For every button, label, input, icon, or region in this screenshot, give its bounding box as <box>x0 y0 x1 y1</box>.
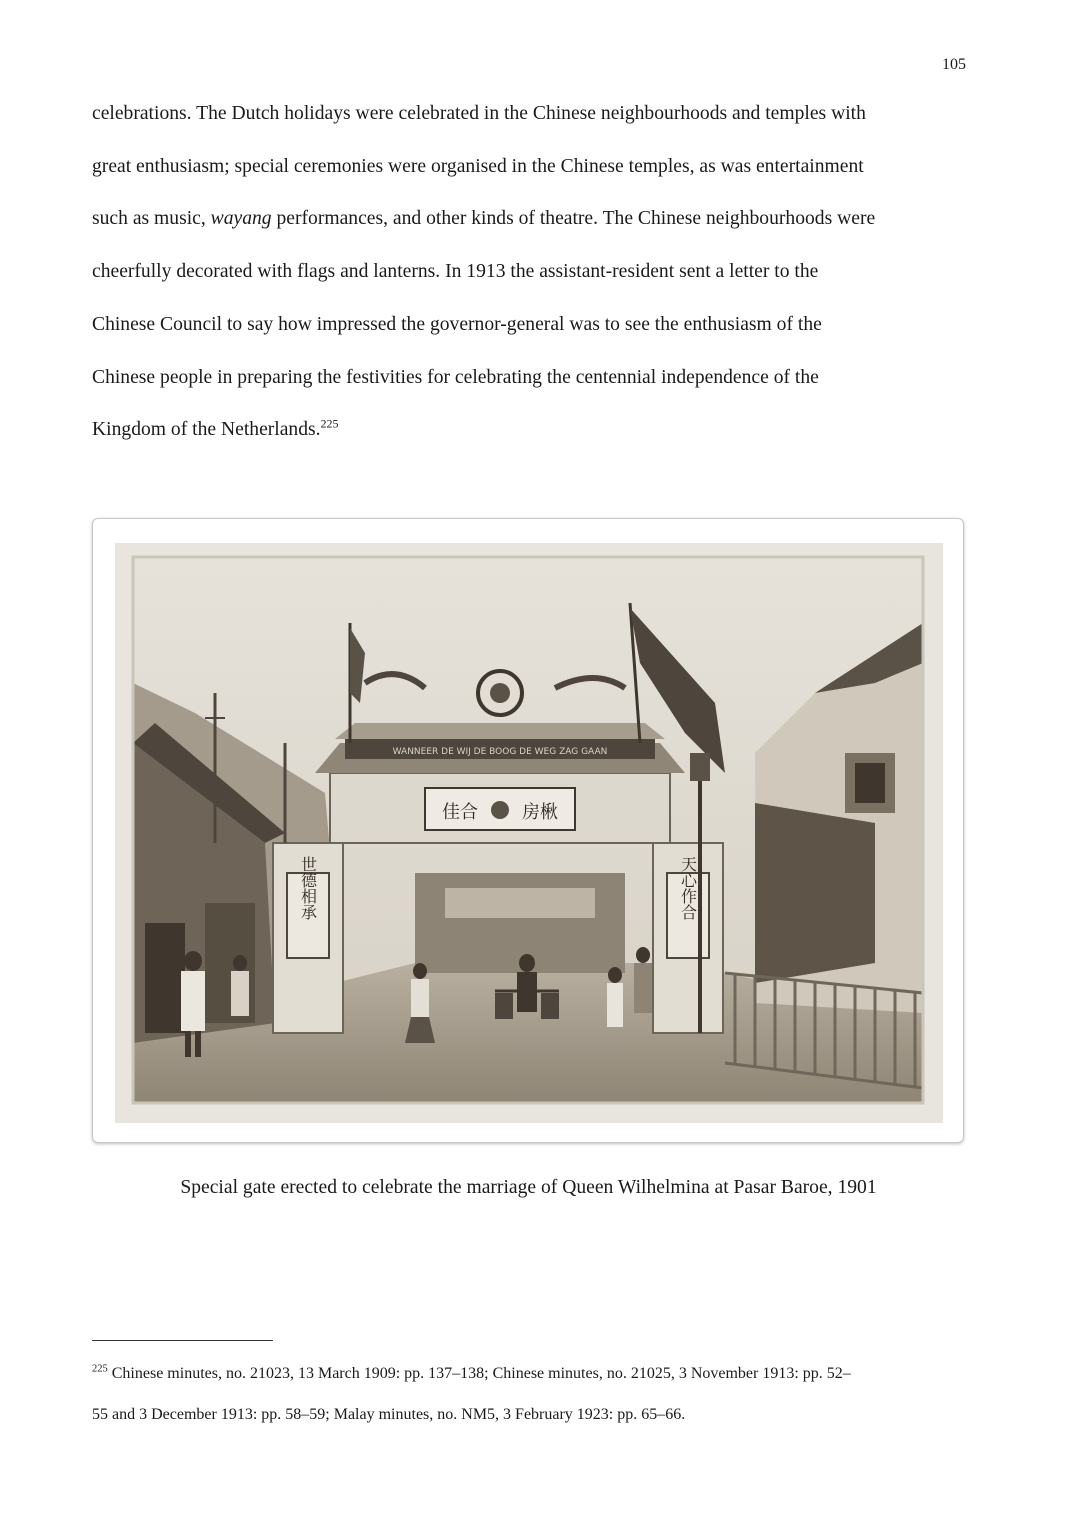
gate-sign-right: 房楸 <box>522 802 558 823</box>
body-line-7-text: Kingdom of the Netherlands. <box>92 419 321 441</box>
photo-illustration <box>115 543 943 1123</box>
page-number: 105 <box>942 56 966 73</box>
pillar-right-text: 天心作合 <box>678 856 698 920</box>
footnote-mark: 225 <box>92 1363 108 1375</box>
italic-term: wayang <box>210 208 272 230</box>
body-line-3-end: performances, and other kinds of theatre. The Chinese neighbourhoods were <box>271 208 876 230</box>
gate-banner-text: WANNEER DE WIJ DE BOOG DE WEG ZAG GAAN <box>392 747 608 757</box>
body-line-3 <box>92 208 875 229</box>
body-line-3-start: such as music, <box>92 208 211 230</box>
gate-sign-left: 佳合 <box>442 802 478 823</box>
historical-photograph <box>115 543 943 1123</box>
body-line-7 <box>92 416 339 441</box>
body-line-5: Chinese Council to say how impressed the governor-general was to see the enthusiasm of the <box>92 313 822 335</box>
body-line-6: Chinese people in preparing the festivities for celebrating the centennial independence of the <box>92 366 819 388</box>
figure-caption: Special gate erected to celebrate the marriage of Queen Wilhelmina at Pasar Baroe, 1901 <box>180 1177 877 1198</box>
footnote-reference[interactable]: 225 <box>320 416 339 431</box>
pillar-left-text: 世德相承 <box>298 856 318 920</box>
footnote-divider <box>92 1340 273 1341</box>
footnote-line-1: Chinese minutes, no. 21023, 13 March 1909: pp. 137–138; Chinese minutes, no. 21025, 3 November 1913: pp. 52– <box>107 1365 851 1382</box>
body-line-2: great enthusiasm; special ceremonies were organised in the Chinese temples, as was entertainment <box>92 155 864 177</box>
figure-frame <box>92 518 964 1143</box>
body-line-4: cheerfully decorated with flags and lanterns. In 1913 the assistant-resident sent a letter to the <box>92 261 819 283</box>
footnote <box>92 1353 972 1435</box>
body-paragraph <box>92 88 982 457</box>
body-line-1: celebrations. The Dutch holidays were celebrated in the Chinese neighbourhoods and temples with <box>92 103 866 124</box>
footnote-line-2: 55 and 3 December 1913: pp. 58–59; Malay minutes, no. NM5, 3 February 1923: pp. 65–66. <box>92 1406 686 1423</box>
